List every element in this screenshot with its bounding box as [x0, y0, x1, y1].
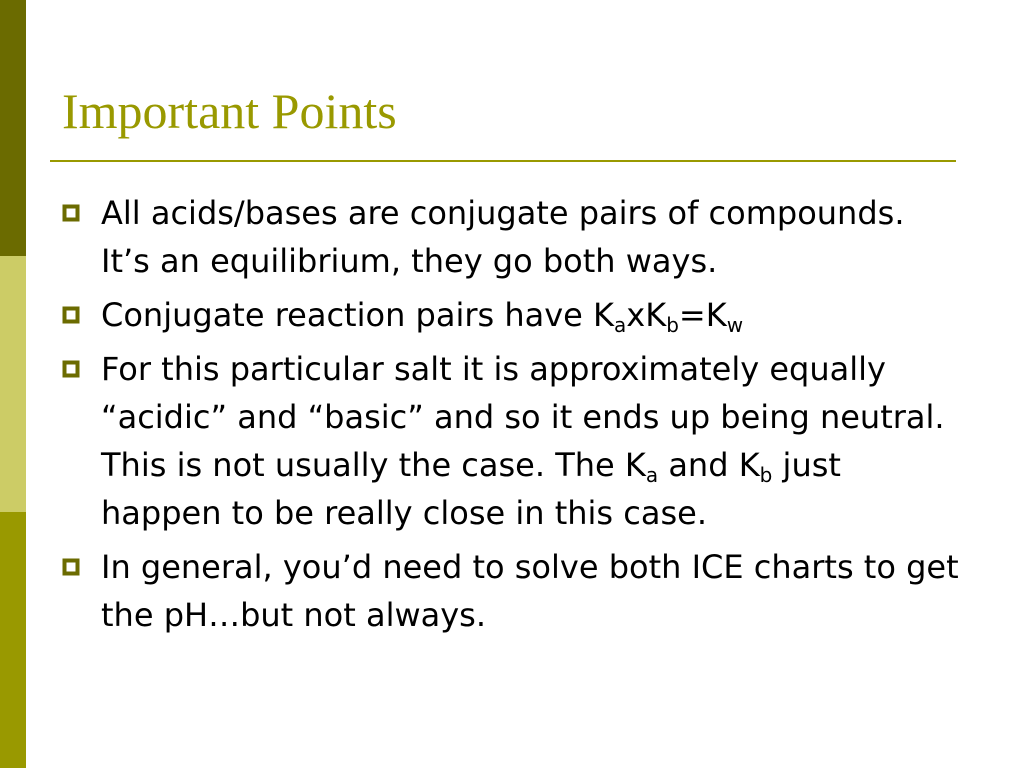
- bullet-list: [62, 189, 962, 645]
- hollow-square-bullet-icon: [62, 204, 80, 222]
- bullet-text-middle: and K: [658, 446, 760, 484]
- sidebar-middle-segment: [0, 256, 26, 512]
- equals-kw-symbol: =K: [678, 296, 727, 334]
- bullet-text-prefix: Conjugate reaction pairs have: [101, 296, 594, 334]
- ka-subscript: a: [645, 463, 659, 487]
- kw-subscript: w: [726, 313, 744, 337]
- sidebar-bottom-segment: [0, 512, 26, 768]
- bullet-text: [101, 296, 744, 337]
- ka-symbol: K: [593, 296, 614, 334]
- bullet-text-suffix: just happen to be really close in this case.: [101, 446, 841, 532]
- times-kb-symbol: xK: [626, 296, 667, 334]
- hollow-square-bullet-icon: [62, 558, 80, 576]
- ka-subscript: a: [614, 313, 627, 337]
- hollow-square-bullet-icon: [62, 306, 80, 324]
- slide-title: Important Points: [62, 83, 397, 139]
- kb-subscript: b: [666, 313, 679, 337]
- bullet-item: [62, 291, 962, 339]
- bullet-item: [62, 189, 962, 285]
- bullet-text-prefix: For this particular salt it is approximately equally “acidic” and “basic” and so it ends up being neutral. This is not usually the case. The K: [101, 350, 945, 484]
- hollow-square-bullet-icon: [62, 360, 80, 378]
- bullet-text: In general, you’d need to solve both ICE charts to get the pH…but not always.: [101, 548, 959, 634]
- bullet-text: [101, 350, 945, 532]
- bullet-item: [62, 543, 962, 639]
- sidebar-top-segment: [0, 0, 26, 256]
- bullet-text: All acids/bases are conjugate pairs of compounds. It’s an equilibrium, they go both ways.: [101, 194, 905, 280]
- bullet-item: [62, 345, 962, 537]
- title-underline: [50, 160, 956, 162]
- kb-subscript: b: [759, 463, 773, 487]
